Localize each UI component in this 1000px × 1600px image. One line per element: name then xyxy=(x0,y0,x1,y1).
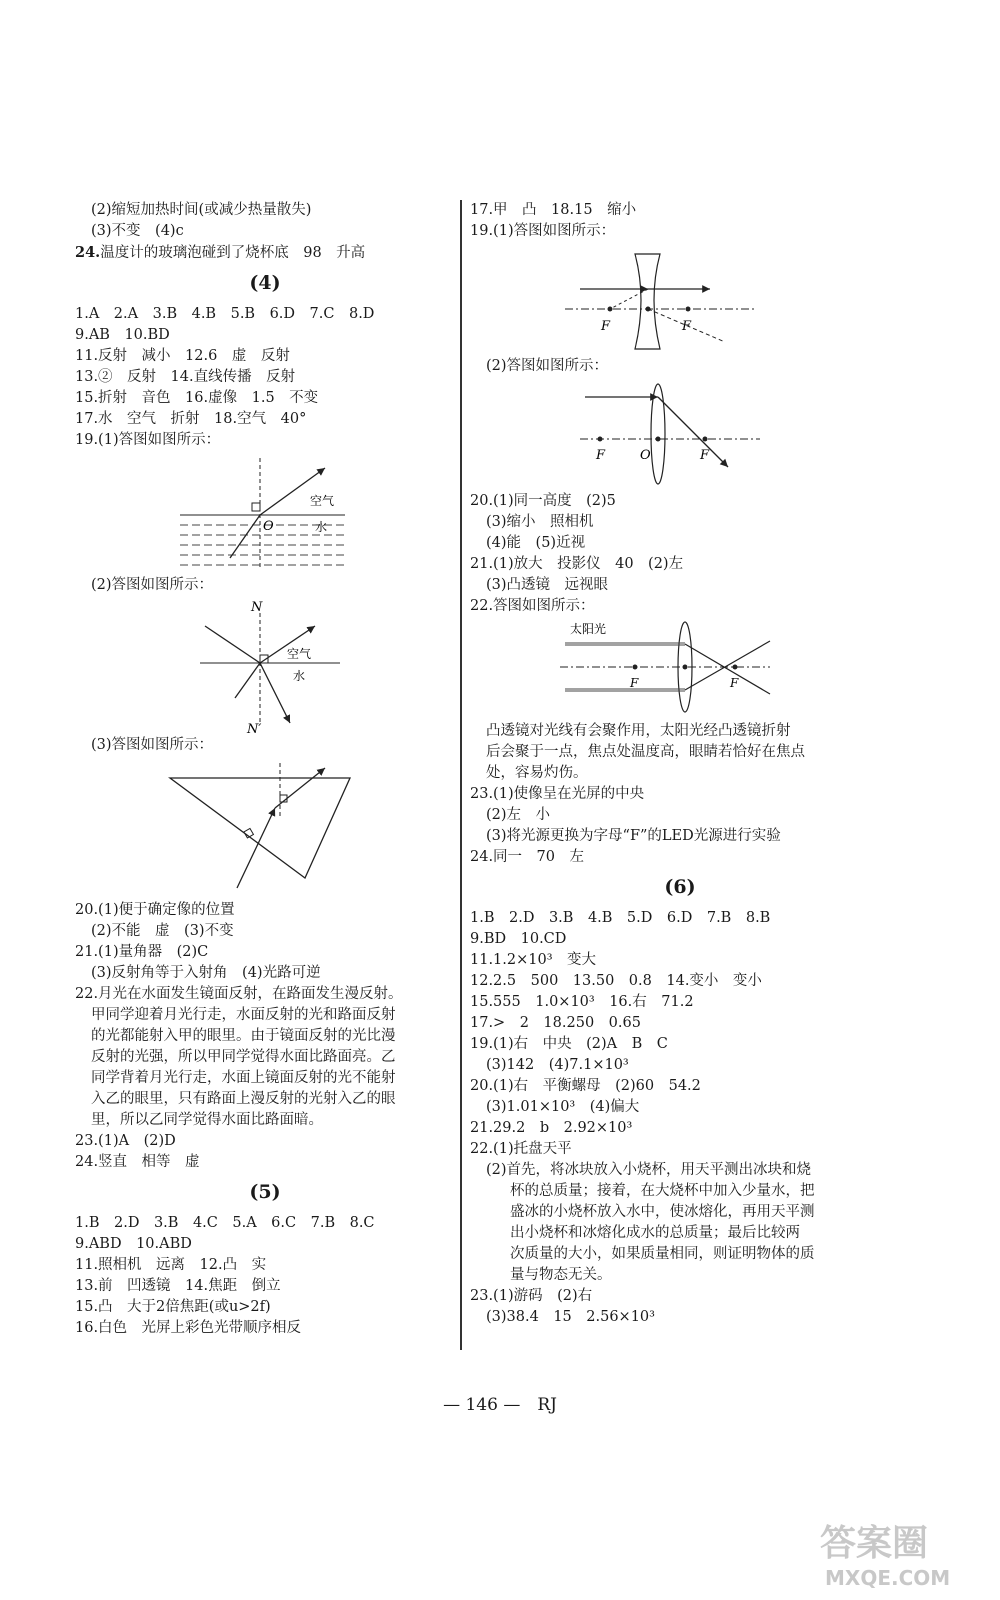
answer-line: 23.(1)使像呈在光屏的中央 xyxy=(470,786,645,802)
answer-line: (3)反射角等于入射角 (4)光路可逆 xyxy=(91,965,321,981)
answer-line: (3)142 (4)7.1×10³ xyxy=(486,1057,629,1073)
section-heading-6: (6) xyxy=(664,876,696,898)
answer-line: 1.A 2.A 3.B 4.B 5.B 6.D 7.C 8.D xyxy=(75,306,375,322)
answer-line: 盛冰的小烧杯放入水中，使冰熔化，再用天平测 xyxy=(510,1204,815,1220)
answer-line: (3)答图如图所示： xyxy=(91,737,214,753)
answer-line: 15.折射 音色 16.虚像 1.5 不变 xyxy=(75,390,319,406)
svg-text:答案圈: 答案圈 xyxy=(820,1523,929,1564)
answer-line: (2)答图如图所示： xyxy=(486,358,609,374)
answer-line: 19.(1)答图如图所示： xyxy=(470,223,616,239)
answer-line: 反射的光强，所以甲同学觉得水面比路面亮。乙 xyxy=(91,1049,396,1065)
answer-line: (2)不能 虚 (3)不变 xyxy=(91,923,234,939)
answer-line: 凸透镜对光线有会聚作用，太阳光经凸透镜折射 xyxy=(486,723,791,739)
air-label: 空气 xyxy=(287,647,312,661)
focus-f-label: F xyxy=(682,319,692,334)
answer-line: 20.(1)同一高度 (2)5 xyxy=(470,493,616,509)
section-heading-4: (4) xyxy=(249,272,281,294)
answer-line: 1.B 2.D 3.B 4.C 5.A 6.C 7.B 8.C xyxy=(75,1215,375,1231)
page-footer: — 146 — RJ xyxy=(443,1395,557,1415)
water-label: 水 xyxy=(315,520,328,534)
answer-line: 24.竖直 相等 虚 xyxy=(75,1154,200,1170)
answer-line: 杯的总质量；接着，在大烧杯中加入少量水，把 xyxy=(510,1183,815,1199)
answer-line: 21.29.2 b 2.92×10³ xyxy=(470,1120,633,1136)
answer-line: 甲同学迎着月光行走，水面反射的光和路面反射 xyxy=(91,1007,396,1023)
normal-n-prime-label: N′ xyxy=(247,722,262,733)
focus-f-label: F xyxy=(596,448,606,463)
convex-lens-figure xyxy=(470,379,890,489)
answer-line: 次质量的大小，如果质量相同，则证明物体的质 xyxy=(510,1246,815,1262)
answer-line: 11.照相机 远离 12.凸 实 xyxy=(75,1257,267,1273)
svg-text:MXQE.COM: MXQE.COM xyxy=(825,1566,951,1590)
answer-line: (2)缩短加热时间(或减少热量散失) xyxy=(91,202,312,218)
answer-line: (3)1.01×10³ (4)偏大 xyxy=(486,1099,640,1115)
answer-line: (2)答图如图所示： xyxy=(91,577,214,593)
answer-line: (3)将光源更换为字母“F”的LED光源进行实验 xyxy=(486,828,781,844)
answer-line: (3)38.4 15 2.56×10³ xyxy=(486,1309,655,1325)
answer-line: 里，所以乙同学觉得水面比路面暗。 xyxy=(91,1112,323,1128)
answer-line: 量与物态无关。 xyxy=(510,1267,612,1283)
answer-line: 23.(1)A (2)D xyxy=(75,1133,176,1149)
answer-line: 17.水 空气 折射 18.空气 40° xyxy=(75,411,307,427)
answer-line: 20.(1)右 平衡螺母 (2)60 54.2 xyxy=(470,1078,701,1094)
answer-line: 13.② 反射 14.直线传播 反射 xyxy=(75,369,296,385)
answer-line: (2)左 小 xyxy=(486,807,551,823)
answer-line: (2)首先，将冰块放入小烧杯，用天平测出冰块和烧 xyxy=(486,1162,812,1178)
section-heading-5: (5) xyxy=(249,1181,281,1203)
focus-f-label: F xyxy=(630,676,639,690)
answer-line: 13.前 凹透镜 14.焦距 倒立 xyxy=(75,1278,281,1294)
sunlight-lens-figure xyxy=(470,619,890,719)
center-o-label: O xyxy=(640,448,651,463)
answer-line: 17.甲 凸 18.15 缩小 xyxy=(470,202,637,218)
answer-line: 后会聚于一点，焦点处温度高，眼睛若恰好在焦点 xyxy=(486,744,805,760)
right-column xyxy=(470,200,890,1328)
answer-line: 处，容易灼伤。 xyxy=(486,765,588,781)
answer-line: 15.凸 大于2倍焦距(或u>2f) xyxy=(75,1299,271,1315)
answer-line: 入乙的眼里，只有路面上漫反射的光射入乙的眼 xyxy=(91,1091,396,1107)
point-o-label: O xyxy=(263,519,274,534)
answer-line: 12.2.5 500 13.50 0.8 14.变小 变小 xyxy=(470,973,762,989)
watermark-logo xyxy=(810,1505,990,1595)
answer-line: (4)能 (5)近视 xyxy=(486,535,586,551)
answer-line: 15.555 1.0×10³ 16.右 71.2 xyxy=(470,994,694,1010)
focus-f-label: F xyxy=(601,319,611,334)
answer-line: 22.(1)托盘天平 xyxy=(470,1141,572,1157)
answer-line: 21.(1)放大 投影仪 40 (2)左 xyxy=(470,556,684,572)
prism-figure xyxy=(75,758,455,898)
focus-f-label: F xyxy=(730,676,739,690)
answer-line: 9.AB 10.BD xyxy=(75,327,170,343)
answer-line: (3)凸透镜 远视眼 xyxy=(486,577,609,593)
normal-n-label: N xyxy=(251,600,263,615)
left-column xyxy=(75,200,455,1339)
answer-line: 19.(1)答图如图所示： xyxy=(75,432,221,448)
answer-line: 23.(1)游码 (2)右 xyxy=(470,1288,593,1304)
answer-line: 的光都能射入甲的眼里。由于镜面反射的光比漫 xyxy=(91,1028,396,1044)
focus-f-label: F xyxy=(700,448,710,463)
water-label: 水 xyxy=(293,669,306,683)
answer-line: 20.(1)便于确定像的位置 xyxy=(75,902,235,918)
air-label: 空气 xyxy=(310,494,335,508)
concave-lens-figure xyxy=(470,244,890,354)
sunlight-label: 太阳光 xyxy=(570,622,607,636)
answer-line: 24.同一 70 左 xyxy=(470,849,585,865)
answer-line: 出小烧杯和冰熔化成水的总质量；最后比较两 xyxy=(510,1225,800,1241)
refraction-figure-1 xyxy=(75,453,455,573)
answer-line: 17.> 2 18.250 0.65 xyxy=(470,1015,641,1031)
answer-line: 11.1.2×10³ 变大 xyxy=(470,952,597,968)
answer-line: 19.(1)右 中央 (2)A B C xyxy=(470,1036,668,1052)
answer-line: 11.反射 减小 12.6 虚 反射 xyxy=(75,348,290,364)
column-divider xyxy=(460,200,462,1350)
answer-line: (3)不变 (4)c xyxy=(91,223,184,239)
refraction-figure-2 xyxy=(75,598,455,733)
answer-line: 22.答图如图所示： xyxy=(470,598,595,614)
answer-line: 22.月光在水面发生镜面反射，在路面发生漫反射。 xyxy=(75,986,403,1002)
answer-line: 9.ABD 10.ABD xyxy=(75,1236,192,1252)
answer-line: 24.温度计的玻璃泡碰到了烧杯底 98 升高 xyxy=(75,244,366,261)
answer-line: 16.白色 光屏上彩色光带顺序相反 xyxy=(75,1320,302,1336)
answer-line: 1.B 2.D 3.B 4.B 5.D 6.D 7.B 8.B xyxy=(470,910,771,926)
answer-line: 同学背着月光行走，水面上镜面反射的光不能射 xyxy=(91,1070,396,1086)
answer-line: (3)缩小 照相机 xyxy=(486,514,594,530)
answer-line: 21.(1)量角器 (2)C xyxy=(75,944,209,960)
answer-line: 9.BD 10.CD xyxy=(470,931,567,947)
